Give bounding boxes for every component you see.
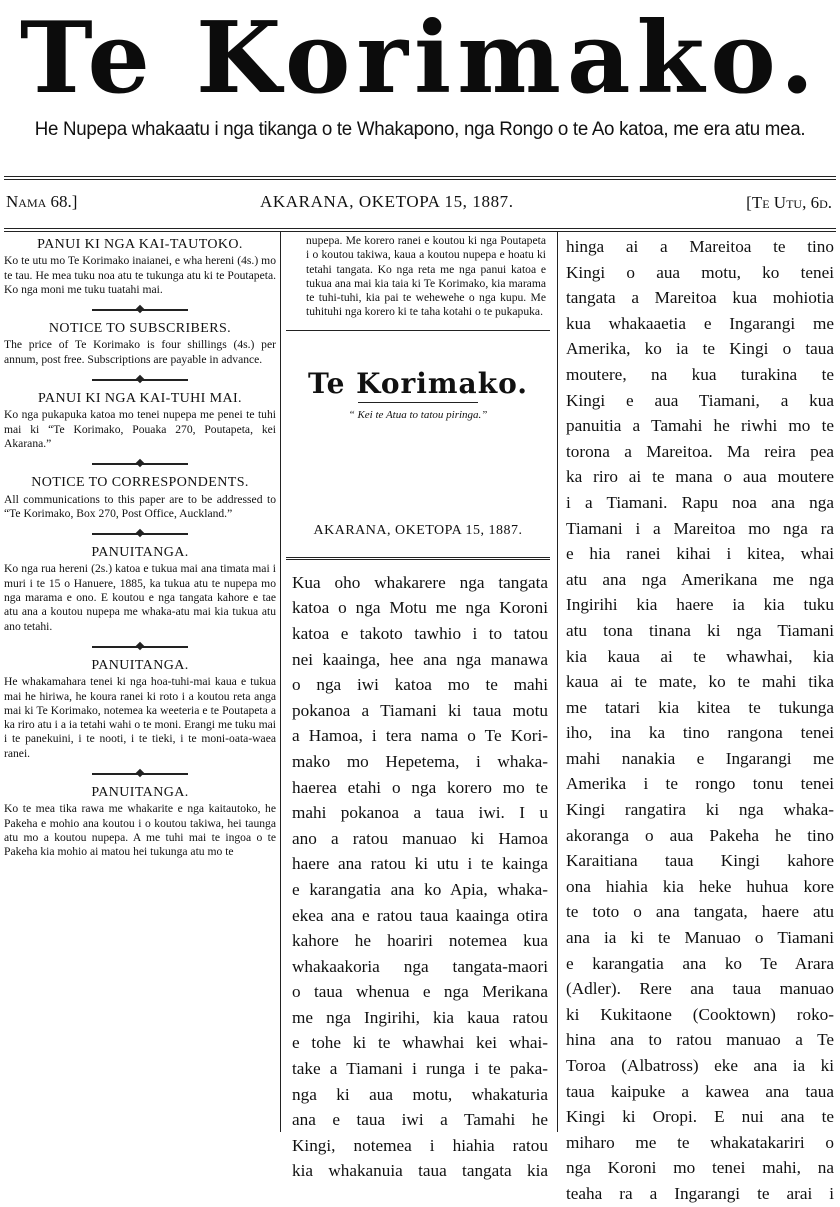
section-text: Ko nga pukapuka katoa mo tenei nupepa me penei te tuhi mai ki “Te Korimako, Pouaka 270, Poutapeta, kei Akarana.”: [4, 408, 276, 450]
article-line: Amerika i te rongo tonu tenei: [566, 774, 834, 794]
article-line: Amerika, ko ia te Kingi o taua: [566, 339, 834, 359]
article-line: moutere, na kua turakina te: [566, 364, 834, 384]
article-line: me nga Ingirihi, kia kaua ratou: [292, 1007, 548, 1027]
issue-price: [Te Utu, 6d.: [746, 193, 832, 212]
article-line: te toto o ana tangata, haere atu: [566, 902, 834, 922]
column-notices: [4, 234, 276, 860]
article-line: Kingi, notemea i hiahia ratou: [292, 1135, 548, 1155]
article-line: katoa o nga Motu me nga Koroni: [292, 598, 548, 618]
article-line: teaha ra a Ingarangi te arai i: [566, 1183, 834, 1203]
article-line: ano a ratou manuao ki Hamoa: [292, 828, 548, 848]
article-line: Kua oho whakarere nga tangata: [292, 572, 548, 592]
column-divider-1: [280, 231, 281, 1132]
article-line: Kingi o aua motu, ko tenei: [566, 262, 834, 282]
article-line: e tohe ki te whawhai kei whai-: [292, 1033, 548, 1053]
article-line: akoranga o aua Pakeha he tino: [566, 825, 834, 845]
masthead-title: Te Korimako.: [19, 1, 821, 116]
article-line: hina ana to ratou manuao a Te: [566, 1030, 834, 1050]
top-rule-thin: [4, 179, 836, 180]
section-text: Ko te utu mo Te Korimako inaianei, e wha hereni (4s.) mo te tau. He mea tuku noa atu te tukunga atu ki te Poutapeta. Ko nga moni me tuku tuatahi mai.: [4, 254, 276, 296]
article-line: tangata a Mareitoa kua mohiotia: [566, 288, 834, 308]
article-line: Kingi ki Oropi. E nui ana te: [566, 1107, 834, 1127]
article-line: ekea ana e ratou taua kaainga otira: [292, 905, 548, 925]
ornament-divider: [92, 646, 188, 649]
article-line: a Hamoa, i tera nama o Te Kori-: [292, 726, 548, 746]
article-line: (Adler). Rere ana taua manuao: [566, 979, 834, 999]
article-line: mahi nanakia e Ingarangi me: [566, 748, 834, 768]
article-line: Karaitiana taua Kingi kahore: [566, 851, 834, 871]
masthead-subtitle: He Nupepa whakaatu i nga tikanga o te Whakapono, nga Rongo o te Ao katoa, me era atu mea.: [34, 118, 806, 140]
article-line: atu ana nga Amerikana me nga: [566, 569, 834, 589]
article-line: pokanoa a Tiamani ki taua motu: [292, 700, 548, 720]
dateline-rule-thin: [4, 231, 836, 232]
article-line: atu tona tinana ki nga Tiamani: [566, 620, 834, 640]
section-text: Ko nga rua hereni (2s.) katoa e tukua mai ana timata mai i muri i te 15 o Hanuere, 1885, ka tukua atu te nupepa mo nga marama e ono. E koutou e nga tangata kahore e tae atu ana a koutou nupepa me whaka-atu mai kia tukua atu ano tetahi.: [4, 562, 276, 633]
editorial-date: AKARANA, OKETOPA 15, 1887.: [313, 522, 523, 538]
article-line: katoa e takoto tawhio i to tatou: [292, 623, 548, 643]
article-line: kua whakaaetia e Ingarangi me: [566, 313, 834, 333]
section-heading: PANUITANGA.: [91, 545, 189, 561]
article-line: mako mo Hepetema, i whaka-: [292, 751, 548, 771]
dateline-rule: [4, 228, 836, 229]
article-line: whakaakoria nga tangata-maori: [292, 956, 548, 976]
issue-date: AKARANA, OKETOPA 15, 1887.: [260, 192, 514, 211]
issue-number: Nama 68.]: [6, 192, 78, 211]
article-line: nei kaainga, hee ana nga manawa: [292, 649, 548, 669]
section-heading: PANUITANGA.: [91, 785, 189, 801]
column-article-continued: [566, 234, 834, 1207]
section-heading: PANUI KI NGA KAI-TUHI MAI.: [38, 391, 242, 407]
article-line: hinga ai a Mareitoa te tino: [566, 237, 834, 256]
article-line: iho, ina ka tino rangona tenei: [566, 723, 834, 743]
article-line: nga ki aua motu, whakaturia: [292, 1084, 548, 1104]
article-line: o nga iwi katoa mo te mahi: [292, 675, 548, 695]
ornament-divider: [92, 379, 188, 382]
article-line: mahi pokanoa a taua iwi. I u: [292, 803, 548, 823]
article-line: me tatari kia kitea te tukunga: [566, 697, 834, 717]
article-line: ka riro ai te mana o aua moutere: [566, 467, 834, 487]
article-line: ki Kukitaone (Cooktown) roko-: [566, 1004, 834, 1024]
ornament-divider: [92, 533, 188, 536]
article-line: haere ana ratou ki utu i te kainga: [292, 854, 548, 874]
notice-continuation: nupepa. Me korero ranei e koutou ki nga Poutapeta i o koutou takiwa, kaua a koutou nupepa e hoatu ki tetahi tangata. Ko nga reta me nga panui katoa e tukua ana mai kia taia ki Te Korimako, kia marama te tuhi-tuhi, kia pai te wehewehe o nga kupu. Me tuhituhi nga korero ki te taha kotahi o te pukapuka.: [306, 234, 546, 319]
article-line: kia whakanuia taua tangata kia: [292, 1161, 548, 1181]
article-line: kaua ai te mate, ko te mahi tika: [566, 672, 834, 692]
article-line: panuitia a Tamahi he riwhi mo te: [566, 416, 834, 436]
article-line: ona hiahia kia heke huhua kore: [566, 876, 834, 896]
section-text: All communications to this paper are to be addressed to “Te Korimako, Box 270, Post Office, Auckland.”: [4, 492, 276, 520]
article-line: ana e taua iwi a Tamahi he: [292, 1110, 548, 1130]
article-line: take a Tiamani i runga i te paka-: [292, 1059, 548, 1079]
section-text: Ko te mea tika rawa me whakarite e nga kaitautoko, he Pakeha e mohio ana koutou i o koutou takiwa, hei taunga atu mo a koutou nupepa. A me tuhi mai te ingoa o te Pakeha kia mohio ai matou hei tukunga atu mo te: [4, 802, 276, 859]
article-line: i a Tiamani. Rapu noa ana nga: [566, 492, 834, 512]
section-text: He whakamahara tenei ki nga hoa-tuhi-mai kaua e tukua mai he hiriwa, he koura ranei ki roto i a koutou reta anga mai ki Te Korimako, notemea ka weeteria e te Poutapeta a ka riro atu i a ia tetahi wahi o te moni. Erangi me tuku mai i te panekuini, i te nooti, i te tieki, i te moni-oata-waea ranei.: [4, 675, 276, 760]
section-heading: PANUI KI NGA KAI-TAUTOKO.: [37, 237, 243, 252]
article-line: Kingi rangatira ki nga whaka-: [566, 800, 834, 820]
section-heading: NOTICE TO SUBSCRIBERS.: [48, 321, 232, 337]
article-line: nga Koroni mo tenei mahi, na: [566, 1158, 834, 1178]
section-heading: NOTICE TO CORRESPONDENTS.: [31, 475, 249, 491]
ornament-divider: [92, 463, 188, 466]
article-line: Ingirihi kia haere ia kia tuku: [566, 595, 834, 615]
article-line: e hia ranei kihai i kitea, whai: [566, 544, 834, 564]
article-line: miharo me te whakatakariri o: [566, 1132, 834, 1152]
editorial-header: [286, 330, 550, 560]
section-text: The price of Te Korimako is four shillings (4s.) per annum, post free. Subscriptions are payable in advance.: [4, 338, 276, 366]
article-line: e karangatia ana ko Apia, whaka-: [292, 879, 548, 899]
editorial-rule: [358, 402, 478, 403]
article-line: kahore he hoariri notemea kua: [292, 931, 548, 951]
article-line: o taua whenua e nga Merikana: [292, 982, 548, 1002]
editorial-body: [286, 570, 550, 1184]
top-rule: [4, 176, 836, 177]
editorial-motto: “ Kei te Atua to tatou piringa.”: [348, 408, 488, 421]
article-line: e karangatia ana ko Te Arara: [566, 953, 834, 973]
article-line: haerea etahi o nga korero mo te: [292, 777, 548, 797]
ornament-divider: [92, 773, 188, 776]
ornament-divider: [92, 309, 188, 312]
article-line: Tiamani i a Mareitoa mo nga ra: [566, 518, 834, 538]
article-line: ana ia ki te Manuao o Tiamani: [566, 928, 834, 948]
section-heading: PANUITANGA.: [91, 657, 189, 673]
column-editorial: [286, 234, 550, 1184]
dateline: [0, 189, 840, 215]
article-line: kia kaua ai te whawhai, kia: [566, 646, 834, 666]
article-line: Toroa (Albatross) eke ana ia ki: [566, 1056, 834, 1075]
article-line: torona a Mareitoa. Ma reira pea: [566, 441, 834, 461]
article-line: taua kaipuke a kawea ana taua: [566, 1081, 834, 1101]
editorial-title: Te Korimako.: [307, 366, 529, 400]
article-line: Kingi e aua Tiamani, a kua: [566, 390, 834, 410]
column-divider-2: [557, 231, 558, 1132]
